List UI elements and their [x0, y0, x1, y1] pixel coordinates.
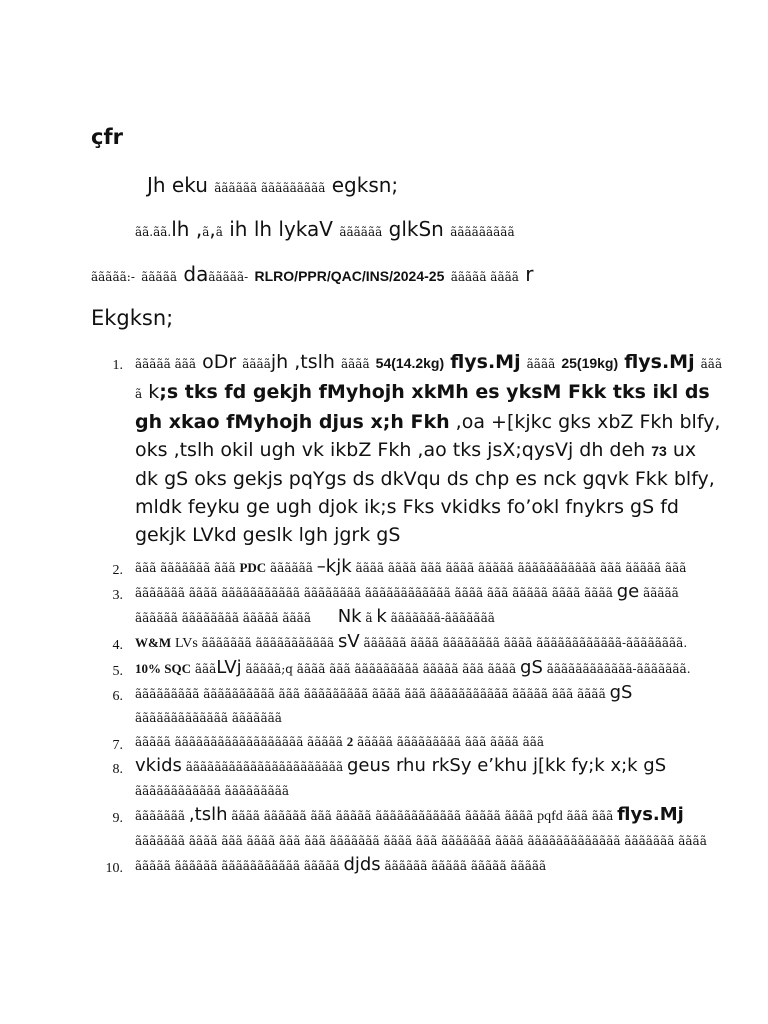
list-item: ããããããã ãããã ããããããããããã ãããããããã ãããããããããããã ãããã ããã ããããã ãããã ãããã ge ããããã ãããããã ãããããããã ããããã ãããã Nk ã k ããããããã-ããããããã	[135, 581, 679, 627]
list-item: vkids ãããããããããããããããããããããã geus rhu rkSy e’khu j[kk fy;k x;k gS ãããããããããããã ããããããããã	[135, 755, 667, 798]
list-item: ããããã ãããããã ããããããããããã ããããã djds ãããããã ããããã ããããã ããããã	[135, 854, 547, 875]
subject-text-3: ããããã-	[208, 270, 249, 284]
list-item: W&M LVs ããããããã ããããããããããã sV ãããããã ãããã ãããããããã ãããã ãããããããããããã-ãããããããã.	[135, 631, 688, 652]
subject-line	[91, 262, 534, 286]
list-item: ããããã ããã oDr ããããjh ,tslh ãããã 54(14.2kg) flys.Mj ãããã 25(19kg) flys.Mj ããã ã k;s tks fd gekjh fMyhojh xkMh es yksM Fkk tks ikl ds gh xkao fMyhojh djus x;h Fkh ,oa +[kjkc gks xbZ Fkh blfy, oks ,tslh okil ugh vk ikbZ Fkh ,ao tks jsX;qysVj dh deh 73 ux dk gS oks gekjs pqYgs ds dkVqu ds chp es nck gqvk Fkk blfy, mldk feyku ge ugh djok ik;s Fks vkidks fo’okl fnykrs gS fd gekjk LVkd geslk lgh jgrk gS	[135, 351, 723, 546]
designation-honorific: glkSn	[388, 217, 444, 241]
designation-text-4: ããããããããã	[450, 225, 515, 239]
designation-prefix: ãã.ãã.	[135, 225, 172, 239]
recipient-line	[147, 173, 398, 197]
subject-text-5: r	[525, 262, 534, 286]
greeting-line: Ekgksn;	[91, 306, 174, 330]
points-list	[91, 348, 725, 878]
designation-text-1: lh ,	[171, 217, 203, 241]
list-item: ããããã ãããããããããããããããããã ããããã 2 ããããã ããããããããã ããã ãããã ããã	[135, 734, 545, 749]
list-item: ããããããã ,tslh ãããã ãããããã ããã ããããã ãããããããããããã ããããã ãããã pqfd ããã ããã flys.Mj ããããããã ãããã ããã ãããã ããã ããã ããããããã ãããã ããã ããããããã ãããã ããããããããããããã ããããããã ãããã	[135, 804, 707, 848]
list-item: 10% SQC ãããLVj ããããã;q ãããã ããã ããããããããã ããããã ããã ãããã gS ãããããããããããã-ããããããã.	[135, 657, 691, 678]
recipient-honorific: egksn;	[331, 173, 399, 197]
designation-text-2: ih lh lykaV	[229, 217, 333, 241]
designation-glyph-1: ã	[202, 225, 210, 239]
recipient-text: ãããããã ããããããããã	[214, 181, 326, 195]
list-item: ããããããããã ãããããããããã ããã ããããããããã ãããã ããã ããããããããããã ããããã ããã ãããã gS ããããããããããããã ããããããã	[135, 682, 633, 725]
document-heading: çfr	[91, 125, 123, 149]
list-item: ããã ããããããã ããã PDC ãããããã –kjk ãããã ãããã ããã ãããã ããããã ããããããããããã ããã ããããã ããã	[135, 556, 687, 577]
designation-line	[135, 217, 515, 241]
recipient-salutation: Jh eku	[147, 173, 208, 197]
subject-text-4: ããããã ãããã	[450, 270, 519, 284]
reference-number: RLRO/PPR/QAC/INS/2024-25	[254, 268, 445, 284]
designation-text-3: ãããããã	[339, 225, 383, 239]
subject-text-2: da	[183, 262, 209, 286]
designation-glyph-2: ã	[215, 225, 223, 239]
subject-label: ããããã:-	[91, 270, 135, 284]
designation-comma: ,	[209, 217, 216, 241]
subject-text-1: ããããã	[141, 270, 178, 284]
